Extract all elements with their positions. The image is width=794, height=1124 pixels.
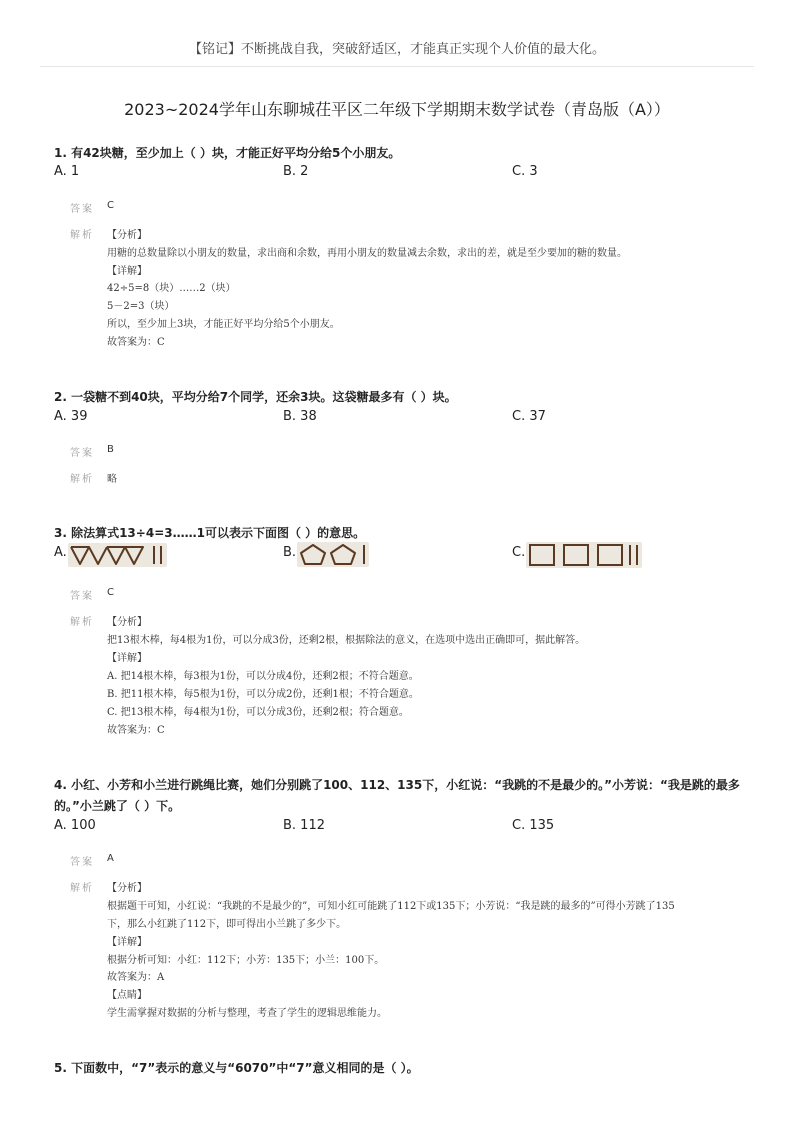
header-divider bbox=[40, 66, 754, 67]
q3-analysis-line: 【详解】 bbox=[107, 653, 147, 664]
q2-answer-label: 答案 bbox=[70, 448, 94, 459]
q2-answer: B bbox=[107, 444, 114, 455]
q3-option-b-image bbox=[297, 542, 369, 567]
q4-stem-line2: 的。”小兰跳了（ ）下。 bbox=[54, 799, 181, 813]
q4-answer-label: 答案 bbox=[70, 857, 94, 868]
q3-stem: 3. 除法算式13÷4=3……1可以表示下面图（ ）的意思。 bbox=[54, 526, 366, 540]
q1-analysis-line: 所以，至少加上3块，才能正好平均分给5个小朋友。 bbox=[107, 319, 340, 330]
q1-analysis-line: 5－2=3（块） bbox=[107, 301, 175, 312]
q4-analysis-label: 解析 bbox=[70, 883, 94, 894]
q3-option-c-image bbox=[526, 542, 642, 568]
q4-analysis-line: 故答案为：A bbox=[107, 972, 165, 983]
q3-answer-label: 答案 bbox=[70, 591, 94, 602]
q1-option-c: C. 3 bbox=[512, 164, 538, 179]
q4-analysis-line: 根据分析可知：小红：112下；小芳：135下；小兰：100下。 bbox=[107, 955, 385, 966]
q3-option-b: B. bbox=[283, 545, 297, 560]
q4-answer: A bbox=[107, 853, 114, 864]
q4-analysis-line: 【分析】 bbox=[107, 883, 147, 894]
q1-option-a: A. 1 bbox=[54, 164, 80, 179]
q3-answer: C bbox=[107, 587, 114, 598]
pentagons-of-sticks-figure bbox=[297, 542, 369, 567]
q4-option-c: C. 135 bbox=[512, 818, 555, 833]
q1-analysis-line: 故答案为：C bbox=[107, 337, 165, 348]
q3-option-a-image bbox=[68, 543, 167, 567]
q3-analysis-line: 故答案为：C bbox=[107, 725, 165, 736]
q2-option-c: C. 37 bbox=[512, 409, 546, 424]
q1-analysis-line: 用糖的总数量除以小朋友的数量，求出商和余数，再用小朋友的数量减去余数，求出的差，就是至少要加的糖的数量。 bbox=[107, 248, 627, 259]
q2-option-b: B. 38 bbox=[283, 409, 317, 424]
q5-stem: 5. 下面数中，“7”表示的意义与“6070”中“7”意义相同的是（ ）。 bbox=[54, 1061, 419, 1075]
q3-option-c: C. bbox=[512, 545, 526, 560]
motto: 【铭记】不断挑战自我，突破舒适区，才能真正实现个人价值的最大化。 bbox=[188, 42, 605, 57]
q3-analysis-line: 把13根木棒，每4根为1份，可以分成3份，还剩2根，根据除法的意义，在选项中选出正确即可，据此解答。 bbox=[107, 635, 586, 646]
q1-answer: C bbox=[107, 200, 114, 211]
q3-analysis-line: C. 把13根木棒，每4根为1份，可以分成3份，还剩2根；符合题意。 bbox=[107, 707, 409, 718]
q2-stem: 2. 一袋糖不到40块，平均分给7个同学，还余3块。这袋糖最多有（ ）块。 bbox=[54, 390, 457, 404]
q2-analysis: 略 bbox=[107, 474, 117, 485]
q4-analysis-line: 下，那么小红跳了112下，即可得出小兰跳了多少下。 bbox=[107, 919, 347, 930]
q2-option-a: A. 39 bbox=[54, 409, 88, 424]
q1-analysis-line: 【详解】 bbox=[107, 266, 147, 277]
q3-analysis-line: 【分析】 bbox=[107, 617, 147, 628]
q4-option-a: A. 100 bbox=[54, 818, 96, 833]
q3-analysis-line: A. 把14根木棒，每3根为1份，可以分成4份，还剩2根；不符合题意。 bbox=[107, 671, 419, 682]
q4-option-b: B. 112 bbox=[283, 818, 325, 833]
q3-option-a: A. bbox=[54, 545, 67, 560]
q4-analysis-line: 根据题干可知，小红说：“我跳的不是最少的”，可知小红可能跳了112下或135下；小芳说：“我是跳的最多的”可得小芳跳了135 bbox=[107, 901, 675, 912]
q4-analysis-line: 学生需掌握对数据的分析与整理，考查了学生的逻辑思维能力。 bbox=[107, 1008, 387, 1019]
q4-analysis-line: 【详解】 bbox=[107, 937, 147, 948]
q2-analysis-label: 解析 bbox=[70, 474, 94, 485]
q4-stem-line1: 4. 小红、小芳和小兰进行跳绳比赛，她们分别跳了100、112、135下，小红说：“我跳的不是最少的。”小芳说：“我是跳的最多 bbox=[54, 778, 740, 792]
q1-answer-label: 答案 bbox=[70, 204, 94, 215]
q1-option-b: B. 2 bbox=[283, 164, 309, 179]
q3-analysis-line: B. 把11根木棒，每5根为1份，可以分成2份，还剩1根；不符合题意。 bbox=[107, 689, 419, 700]
triangles-of-sticks-figure bbox=[68, 543, 167, 567]
q3-analysis-label: 解析 bbox=[70, 617, 94, 628]
page-title: 2023~2024学年山东聊城茌平区二年级下学期期末数学试卷（青岛版（A）） bbox=[124, 100, 670, 119]
q4-analysis-line: 【点睛】 bbox=[107, 990, 147, 1001]
q1-analysis-line: 【分析】 bbox=[107, 230, 147, 241]
squares-of-sticks-figure bbox=[526, 542, 642, 568]
q1-analysis-line: 42÷5=8（块）……2（块） bbox=[107, 283, 236, 294]
q1-analysis-label: 解析 bbox=[70, 230, 94, 241]
q1-stem: 1. 有42块糖，至少加上（ ）块，才能正好平均分给5个小朋友。 bbox=[54, 146, 401, 160]
